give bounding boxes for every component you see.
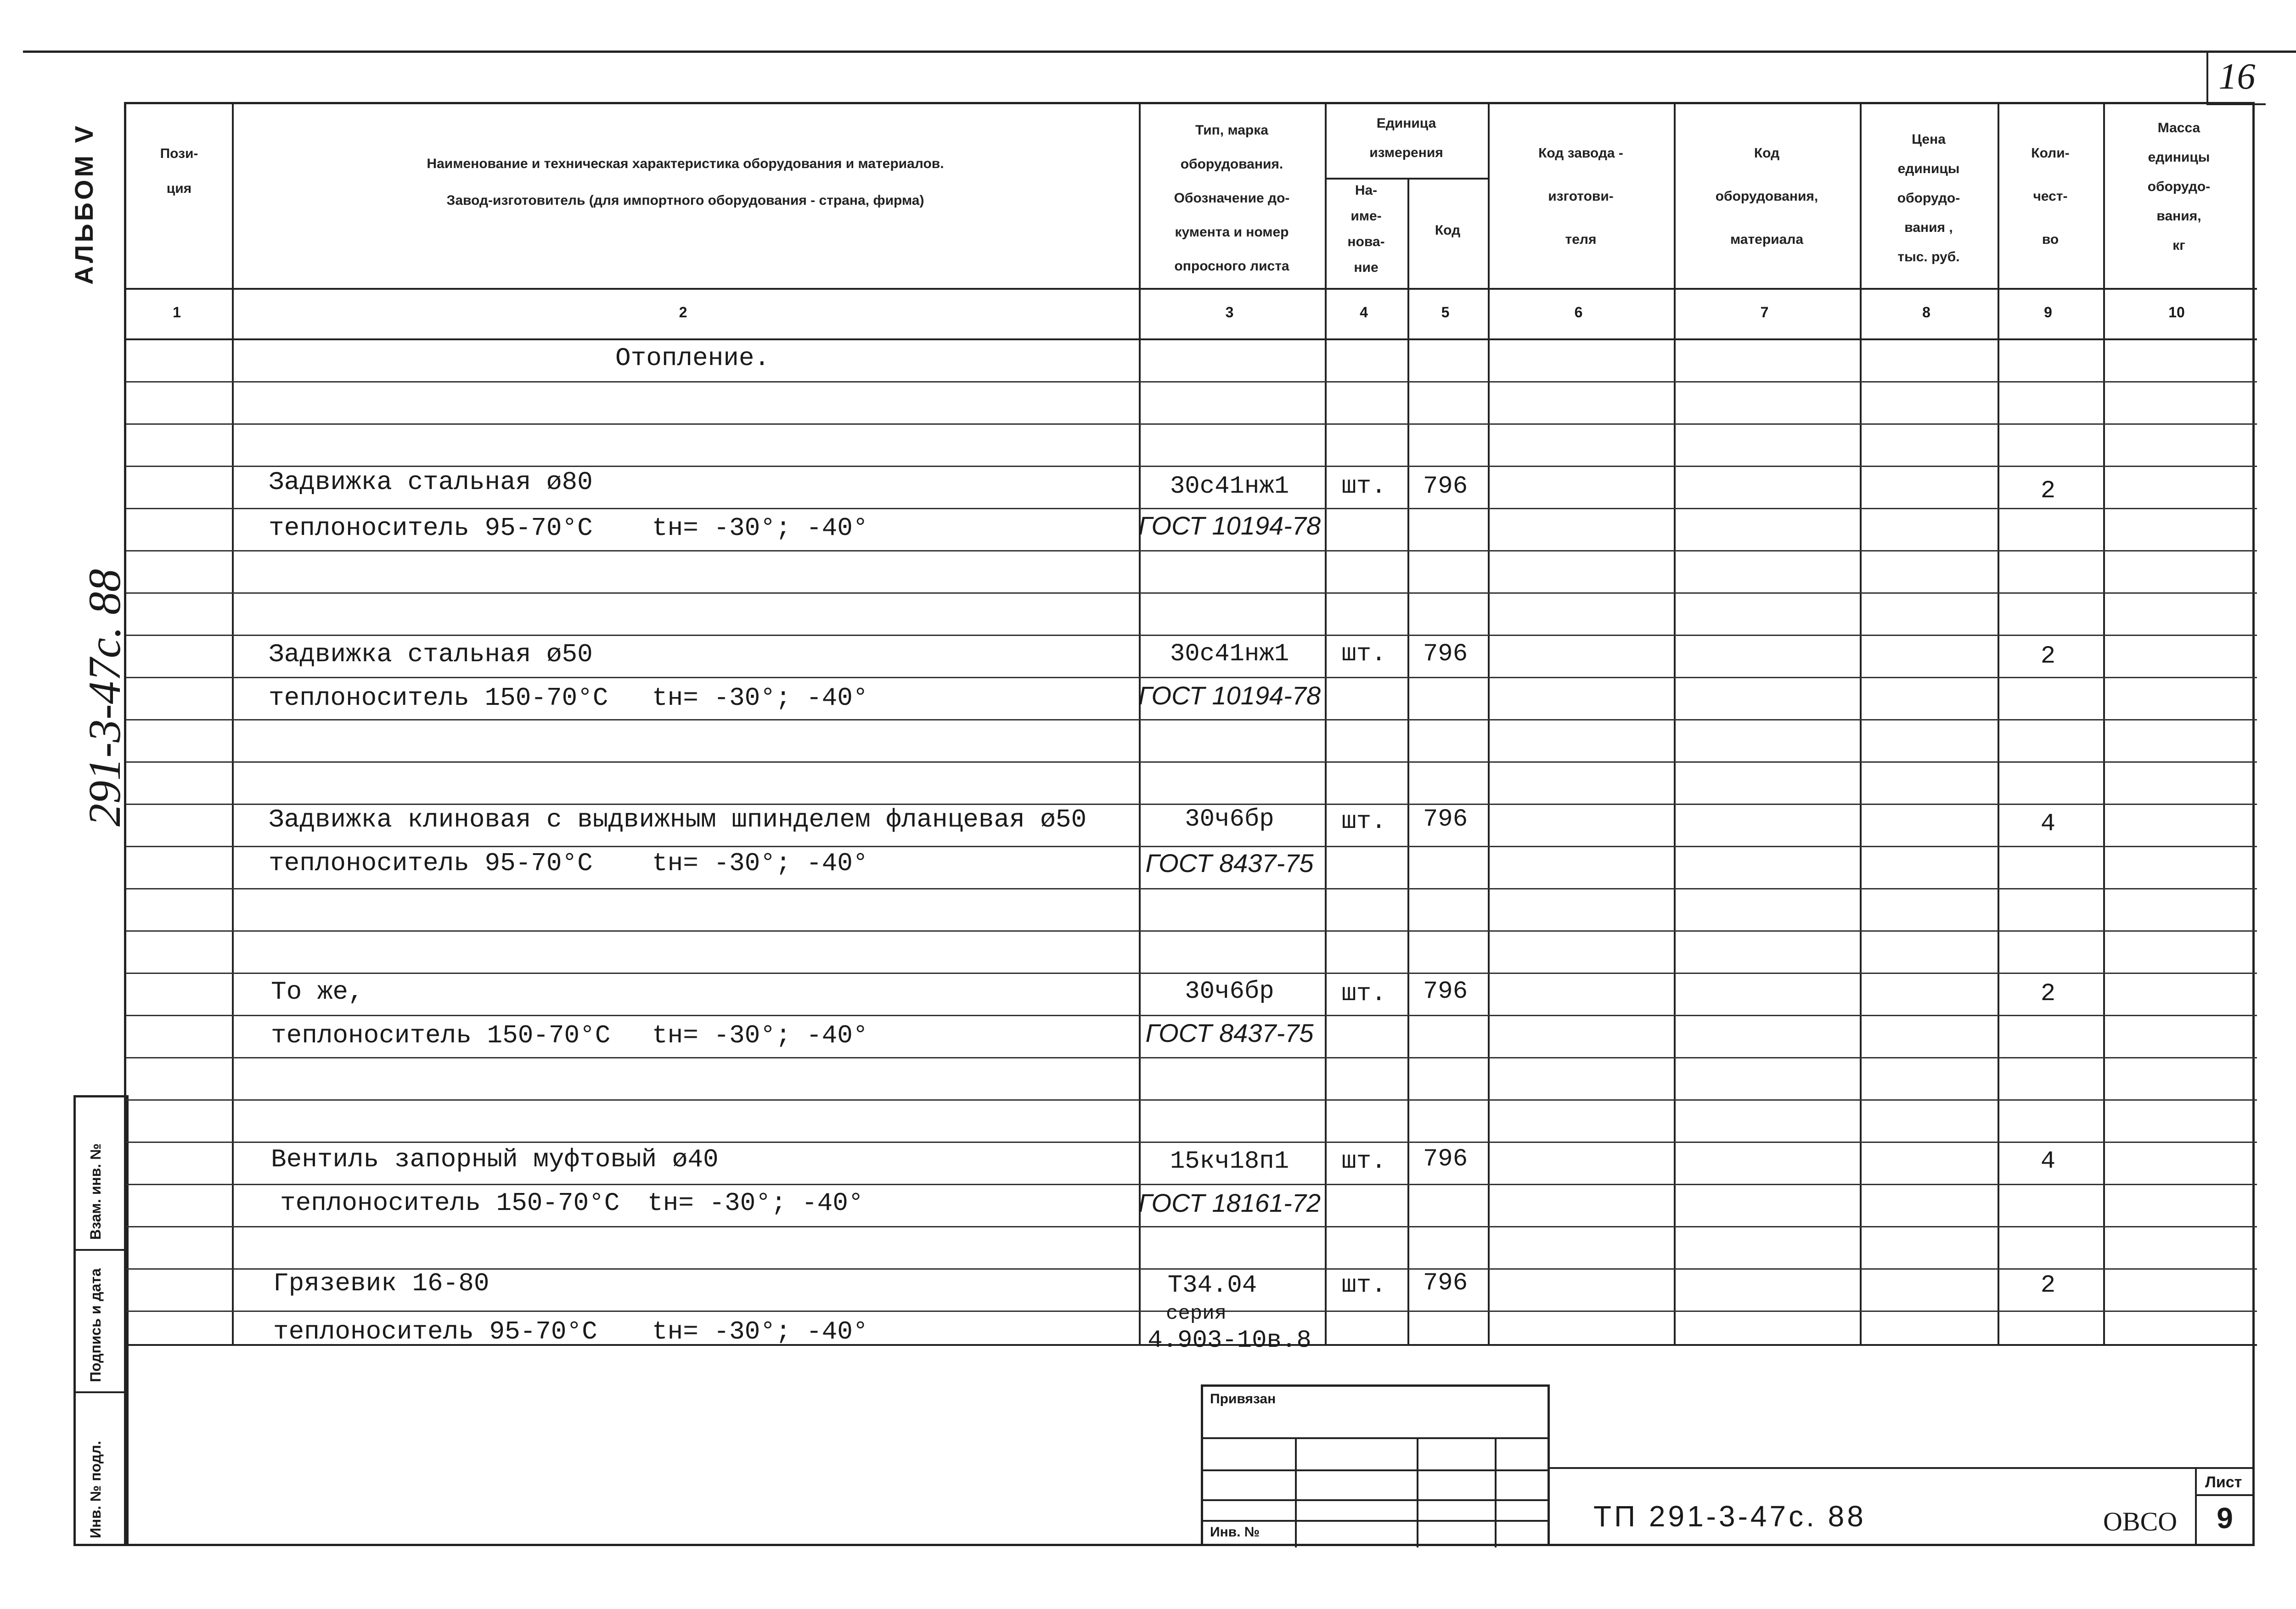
item-unit: шт. [1341, 808, 1386, 836]
row-line [126, 550, 2257, 551]
item-type: Т34.04 [1167, 1271, 1257, 1300]
column-number: 5 [1441, 304, 1450, 321]
row-line [126, 592, 2257, 594]
item-name: Грязевик 16-80 [273, 1269, 490, 1298]
column-number: 3 [1225, 304, 1234, 321]
column-number: 1 [173, 304, 181, 321]
row-line [126, 719, 2257, 720]
binding-col [1295, 1437, 1297, 1547]
row-line [126, 761, 2257, 763]
item-unit-code: 796 [1423, 978, 1468, 1006]
item-quantity: 4 [2040, 810, 2056, 838]
binding-block [1201, 1384, 1550, 1546]
header-equipment-code: Код оборудования, материала [1715, 146, 1818, 247]
item-temperature: tн= -30°; -40° [652, 1317, 868, 1346]
title-top-line [1550, 1467, 2255, 1469]
item-temperature: tн= -30°; -40° [647, 1188, 864, 1218]
row-line [126, 1099, 2257, 1101]
album-label: АЛЬБОМ V [69, 123, 98, 285]
header-position: Пози- ция [160, 146, 198, 196]
row-line [126, 888, 2257, 889]
sheet-box [2195, 1467, 2255, 1546]
item-doc-series: серия [1165, 1302, 1227, 1325]
column-number: 6 [1574, 304, 1583, 321]
item-temperature: tн= -30°; -40° [652, 513, 868, 543]
header-name-line1: Наименование и техническая характеристика оборудования и материалов. [427, 156, 944, 171]
header-price: Цена единицы оборудо- вания , тыс. руб. [1897, 132, 1960, 264]
item-unit: шт. [1341, 980, 1386, 1008]
item-doc: ГОСТ 10194-78 [1138, 681, 1321, 710]
stamp-divider [76, 1249, 126, 1251]
item-type: 30с41нж1 [1170, 473, 1289, 501]
item-unit-code: 796 [1423, 1269, 1468, 1297]
item-unit-code: 796 [1423, 640, 1468, 668]
stamp-label-signature: Подпись и дата [87, 1268, 104, 1382]
item-medium: теплоноситель 150-70°С [280, 1188, 620, 1218]
row-line [126, 423, 2257, 425]
item-medium: теплоноситель 150-70°С [271, 1021, 611, 1050]
bound-label: Привязан [1210, 1391, 1276, 1406]
row-line [126, 1057, 2257, 1058]
column-number: 9 [2044, 304, 2052, 321]
item-quantity: 2 [2040, 1271, 2056, 1300]
document-suffix: ОВСО [2103, 1507, 2178, 1536]
item-doc: ГОСТ 8437-75 [1145, 849, 1314, 878]
sheet-label: Лист [2205, 1474, 2242, 1491]
item-quantity: 2 [2040, 980, 2056, 1008]
header-factory-code: Код завода - изготови- теля [1538, 146, 1623, 247]
item-quantity: 4 [2040, 1148, 2056, 1176]
header-mass: Масса единицы оборудо- вания, кг [2147, 120, 2211, 253]
item-unit-code: 796 [1423, 1145, 1468, 1173]
header-unit: Единица измерения [1369, 116, 1443, 160]
item-name: Задвижка стальная ø80 [269, 467, 593, 497]
column-number: 4 [1360, 304, 1368, 321]
item-doc: ГОСТ 18161-72 [1138, 1188, 1321, 1217]
sheet-box-divider [2197, 1494, 2253, 1496]
stamp-divider [76, 1391, 126, 1393]
item-name: Задвижка стальная ø50 [269, 640, 593, 669]
item-name: Вентиль запорный муфтовый ø40 [271, 1145, 719, 1174]
item-type: 15кч18п1 [1170, 1148, 1289, 1176]
item-temperature: tн= -30°; -40° [652, 1021, 868, 1050]
top-trim-line [23, 51, 2296, 53]
item-doc: ГОСТ 10194-78 [1138, 511, 1321, 540]
item-quantity: 2 [2040, 477, 2056, 505]
item-doc: 4.903-10в.8 [1148, 1327, 1311, 1355]
item-unit: шт. [1341, 640, 1386, 668]
header-unit-name: На- име- нова- ние [1347, 183, 1385, 275]
item-doc: ГОСТ 8437-75 [1145, 1018, 1314, 1047]
sheet-value: 9 [2217, 1502, 2233, 1535]
item-type: 30ч6бр [1185, 805, 1274, 833]
item-medium: теплоноситель 95-70°С [269, 849, 593, 878]
header-unit-code: Код [1435, 223, 1461, 238]
item-type: 30с41нж1 [1170, 640, 1289, 668]
item-unit: шт. [1341, 1148, 1386, 1176]
stamp-label-inv: Инв. № подл. [87, 1440, 104, 1538]
header-name-line2: Завод-изготовитель (для импортного оборудования - страна, фирма) [446, 193, 924, 208]
header-quantity: Коли- чест- во [2031, 146, 2070, 247]
side-project-code: 291-3-47с. 88 [79, 569, 130, 827]
item-unit: шт. [1341, 473, 1386, 501]
header-type: Тип, марка оборудования. Обозначение до- кумента и номер опросного листа [1174, 123, 1290, 274]
sheet-number: 16 [2206, 51, 2266, 105]
item-name: Задвижка клиновая с выдвижным шпинделем фланцевая ø50 [269, 805, 1087, 834]
item-unit-code: 796 [1423, 473, 1468, 501]
row-line [126, 1226, 2257, 1227]
row-line [126, 381, 2257, 383]
section-title: Отопление. [615, 343, 770, 373]
binding-col [1417, 1437, 1418, 1547]
item-unit-code: 796 [1423, 805, 1468, 833]
approval-stamp [73, 1095, 129, 1546]
stamp-label-replace: Взам. инв. № [87, 1143, 104, 1240]
item-name: То же, [271, 977, 364, 1007]
item-medium: теплоноситель 95-70°С [269, 513, 593, 543]
document-code: ТП 291-3-47с. 88 [1593, 1500, 1866, 1533]
binding-col [1495, 1437, 1497, 1547]
item-temperature: tн= -30°; -40° [652, 683, 868, 713]
column-number: 2 [679, 304, 687, 321]
column-number: 8 [1922, 304, 1930, 321]
column-number: 10 [2168, 304, 2185, 321]
row-line [126, 930, 2257, 932]
inv-label: Инв. № [1210, 1525, 1260, 1540]
colnum-bottom-line [126, 338, 2257, 340]
item-medium: теплоноситель 150-70°С [269, 683, 608, 713]
item-temperature: tн= -30°; -40° [652, 849, 868, 878]
item-medium: теплоноситель 95-70°С [273, 1317, 597, 1346]
item-quantity: 2 [2040, 642, 2056, 670]
column-number: 7 [1760, 304, 1769, 321]
item-unit: шт. [1341, 1271, 1386, 1300]
item-type: 30ч6бр [1185, 978, 1274, 1006]
